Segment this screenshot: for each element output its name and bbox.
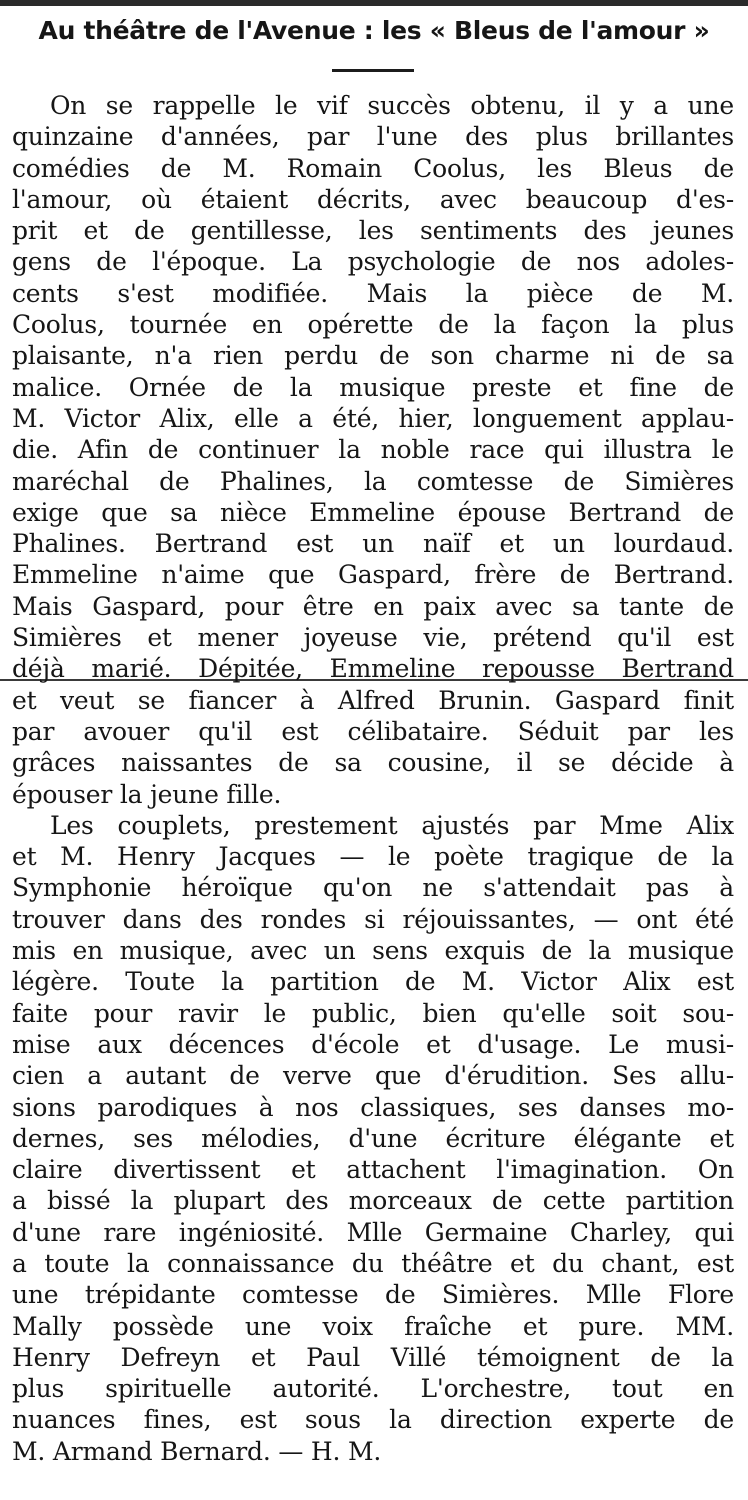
article-line: Henry Defreyn et Paul Villé témoignent de la	[12, 1342, 734, 1372]
article-headline: Au théâtre de l'Avenue : les « Bleus de l'amour »	[38, 16, 710, 45]
article-line: malice. Ornée de la musique preste et fine de	[12, 372, 734, 402]
article-line: comédies de M. Romain Coolus, les Bleus de	[12, 153, 734, 183]
top-rule	[0, 0, 748, 6]
article-line: mise aux décences d'école et d'usage. Le musi-	[12, 1029, 734, 1059]
article-line: et veut se fiancer à Alfred Brunin. Gaspard finit	[12, 685, 734, 715]
article-signature-line: M. Armand Bernard. — H. M.	[12, 1436, 382, 1466]
article-line: M. Victor Alix, elle a été, hier, longuement applau-	[12, 403, 734, 433]
article-line: et M. Henry Jacques — le poète tragique de la	[12, 842, 734, 872]
article-line: maréchal de Phalines, la comtesse de Simières	[12, 466, 734, 496]
article-line: Phalines. Bertrand est un naïf et un lourdaud.	[12, 529, 734, 559]
article-line: exige que sa nièce Emmeline épouse Bertrand de	[12, 497, 734, 527]
article-line: sions parodiques à nos classiques, ses danses mo-	[12, 1092, 734, 1122]
headline-rule	[332, 69, 414, 72]
article-line: cien a autant de verve que d'érudition. Ses allu-	[12, 1061, 734, 1091]
article-line: die. Afin de continuer la noble race qui illustra le	[12, 435, 734, 465]
article-line: cents s'est modifiée. Mais la pièce de M.	[12, 278, 734, 308]
article-line: nuances fines, est sous la direction experte de	[12, 1405, 734, 1435]
article-line: Symphonie héroïque qu'on ne s'attendait pas à	[12, 873, 734, 903]
article-line: dernes, ses mélodies, d'une écriture élégante et	[12, 1123, 734, 1153]
article-line: déjà marié. Dépitée, Emmeline repousse Bertrand	[12, 654, 734, 684]
article-line: Les couplets, prestement ajustés par Mme Alix	[50, 810, 734, 840]
article-body	[12, 90, 734, 1467]
article-line: faite pour ravir le public, bien qu'elle soit sou-	[12, 998, 734, 1028]
article-line: épouser la jeune fille.	[12, 779, 282, 809]
article-line: légère. Toute la partition de M. Victor Alix est	[12, 967, 734, 997]
article-line: gens de l'époque. La psychologie de nos adoles-	[12, 247, 734, 277]
article-line: a toute la connaissance du théâtre et du chant, est	[12, 1248, 734, 1278]
article-line: mis en musique, avec un sens exquis de la musique	[12, 936, 734, 966]
article-line: a bissé la plupart des morceaux de cette partition	[12, 1186, 734, 1216]
article-line: plus spirituelle autorité. L'orchestre, tout en	[12, 1374, 734, 1404]
article-line: claire divertissent et attachent l'imagination. On	[12, 1155, 734, 1185]
article-line: d'une rare ingéniosité. Mlle Germaine Charley, qui	[12, 1217, 734, 1247]
article-line: par avouer qu'il est célibataire. Séduit par les	[12, 716, 734, 746]
article-line: Mais Gaspard, pour être en paix avec sa tante de	[12, 591, 734, 621]
article-line: Simières et mener joyeuse vie, prétend qu'il est	[12, 623, 734, 653]
article-line: Mally possède une voix fraîche et pure. MM.	[12, 1311, 734, 1341]
article-line: Coolus, tournée en opérette de la façon la plus	[12, 310, 734, 340]
article-line: prit et de gentillesse, les sentiments des jeunes	[12, 216, 734, 246]
article-line: plaisante, n'a rien perdu de son charme ni de sa	[12, 341, 734, 371]
article-line: grâces naissantes de sa cousine, il se décide à	[12, 748, 734, 778]
article-line: trouver dans des rondes si réjouissantes, — ont été	[12, 904, 734, 934]
article-line: l'amour, où étaient décrits, avec beaucoup d'es-	[12, 184, 734, 214]
article-line: quinzaine d'années, par l'une des plus brillantes	[12, 122, 734, 152]
article-line: Emmeline n'aime que Gaspard, frère de Bertrand.	[12, 560, 734, 590]
article-line: On se rappelle le vif succès obtenu, il y a une	[50, 91, 734, 120]
article-line: une trépidante comtesse de Simières. Mlle Flore	[12, 1280, 734, 1310]
